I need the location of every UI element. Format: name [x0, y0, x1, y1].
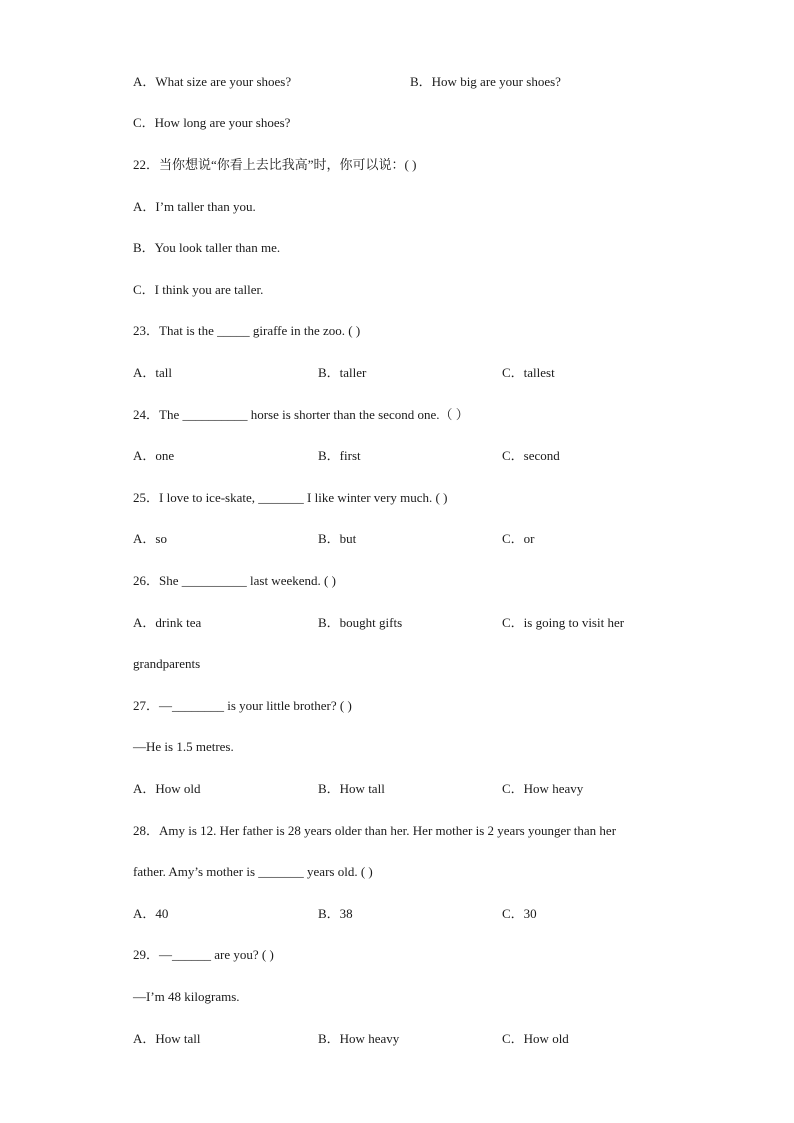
q28-option-b: B．38 — [318, 906, 353, 921]
q22-option-c: C．I think you are taller. — [133, 282, 264, 297]
q26-option-a: A．drink tea — [133, 615, 202, 630]
q27-stem: 27．—________ is your little brother? ( ) — [133, 698, 352, 713]
q27-option-c: C．How heavy — [502, 781, 584, 796]
q22-stem: 22．当你想说“你看上去比我高”时，你可以说：( ) — [133, 157, 417, 172]
q29-answer: —I’m 48 kilograms. — [133, 989, 240, 1004]
q29-option-a: A．How tall — [133, 1031, 201, 1046]
q29-option-c: C．How old — [502, 1031, 569, 1046]
q23-option-b: B．taller — [318, 365, 367, 380]
q24-option-c: C．second — [502, 448, 560, 463]
q23-stem: 23．That is the _____ giraffe in the zoo. ( ) — [133, 323, 361, 338]
q28-option-c: C．30 — [502, 906, 537, 921]
q29-option-b: B．How heavy — [318, 1031, 400, 1046]
q26-stem: 26．She __________ last weekend. ( ) — [133, 573, 336, 588]
q22-option-b: B．You look taller than me. — [133, 240, 281, 255]
q24-option-b: B．first — [318, 448, 361, 463]
q29-stem: 29．—______ are you? ( ) — [133, 947, 274, 962]
q23-option-a: A．tall — [133, 365, 172, 380]
q24-stem: 24．The __________ horse is shorter than the second one.（ ） — [133, 407, 469, 422]
q22-option-a: A．I’m taller than you. — [133, 199, 256, 214]
q28-stem-line-2: father. Amy’s mother is _______ years old. ( ) — [133, 864, 373, 879]
q26-option-c-wrap: grandparents — [133, 656, 201, 671]
q25-option-b: B．but — [318, 531, 357, 546]
q27-answer: —He is 1.5 metres. — [133, 739, 234, 754]
q27-option-a: A．How old — [133, 781, 201, 796]
q24-option-a: A．one — [133, 448, 175, 463]
q28-option-a: A．40 — [133, 906, 169, 921]
q25-option-a: A．so — [133, 531, 167, 546]
q25-stem: 25．I love to ice-skate, _______ I like winter very much. ( ) — [133, 490, 448, 505]
q21-option-b: B．How big are your shoes? — [410, 74, 561, 89]
q23-option-c: C．tallest — [502, 365, 555, 380]
q28-stem-line-1: 28．Amy is 12. Her father is 28 years older than her. Her mother is 2 years younger than her — [133, 823, 617, 838]
q21-option-c: C．How long are your shoes? — [133, 115, 291, 130]
q21-option-a: A．What size are your shoes? — [133, 74, 292, 89]
q26-option-b: B．bought gifts — [318, 615, 403, 630]
q27-option-b: B．How tall — [318, 781, 385, 796]
q25-option-c: C．or — [502, 531, 535, 546]
q26-option-c: C．is going to visit her — [502, 615, 625, 630]
